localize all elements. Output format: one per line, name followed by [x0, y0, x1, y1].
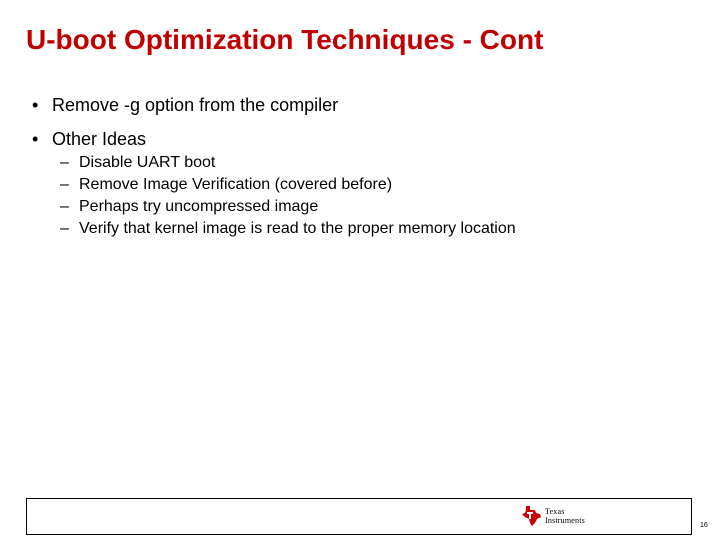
sub-bullet-marker: –: [60, 176, 69, 193]
slide-title: U-boot Optimization Techniques - Cont: [26, 24, 544, 55]
logo-text-instruments: Instruments: [545, 516, 585, 525]
sub-bullet-text: Disable UART boot: [79, 154, 216, 171]
sub-bullet-text: Perhaps try uncompressed image: [79, 198, 319, 215]
sub-bullet-item: [60, 174, 516, 196]
bullet-marker: •: [32, 95, 39, 115]
sub-bullet-marker: –: [60, 154, 69, 171]
bullet-text: Remove -g option from the compiler: [52, 95, 339, 115]
bullet-item: [32, 95, 338, 116]
sub-bullet-item: [60, 218, 516, 240]
ti-logo: [520, 505, 615, 527]
ti-map-logo-icon: [520, 505, 542, 527]
sub-bullet-item: [60, 152, 516, 174]
page-number: 16: [700, 522, 708, 529]
sub-bullet-item: [60, 196, 516, 218]
sub-bullet-marker: –: [60, 198, 69, 215]
bullet-text: Other Ideas: [52, 129, 147, 149]
sub-bullet-list: [60, 152, 516, 240]
bullet-item: [32, 129, 146, 150]
sub-bullet-text: Verify that kernel image is read to the proper memory location: [79, 220, 516, 237]
sub-bullet-marker: –: [60, 220, 69, 237]
sub-bullet-text: Remove Image Verification (covered before): [79, 176, 393, 193]
logo-text-texas: Texas: [545, 507, 565, 516]
bullet-marker: •: [32, 129, 39, 149]
